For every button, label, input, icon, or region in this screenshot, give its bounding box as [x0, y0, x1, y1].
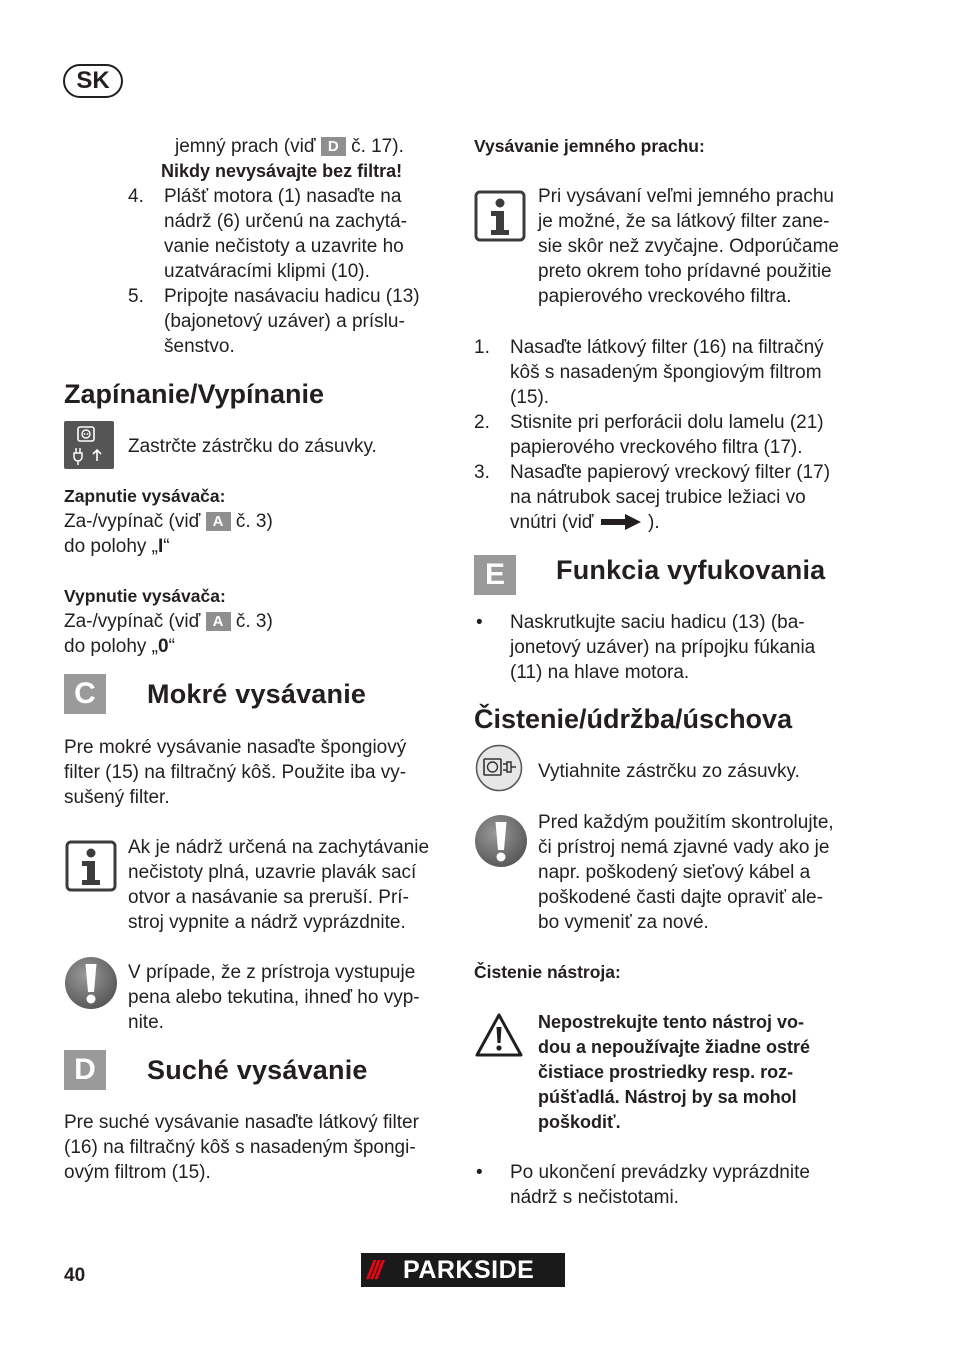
switch-off-heading: Vypnutie vysávača: — [64, 586, 226, 606]
switch-off-line-1: Za-/vypínač (viď A č. 3) — [64, 611, 273, 632]
dry-paragraph: Pre suché vysávanie nasaďte látkový filter (16) na filtračný kôš s nasadeným špongi- ovým filtrom (15). — [64, 1112, 419, 1183]
step-2: 2. Stisnite pri perforácii dolu lamelu (21) papierového vreckového filtra (17). — [474, 412, 824, 458]
unplug-icon — [475, 744, 523, 797]
caution-text: Nepostrekujte tento nástroj vo- dou a nepoužívajte žiadne ostré čistiace prostriedky resp. roz- púšťadlá. Nástroj by sa mohol poškodiť. — [538, 1012, 811, 1132]
warning-triangle-icon — [474, 1012, 524, 1063]
section-title-dry: Suché vysávanie — [147, 1055, 368, 1085]
language-code: SK — [76, 67, 110, 94]
fine-dust-heading: Vysávanie jemného prachu: — [474, 136, 705, 156]
ref-badge-a: A — [206, 512, 231, 531]
section-title-cleaning: Čistenie/údržba/úschova — [474, 704, 793, 734]
plug-socket-icon — [64, 421, 114, 469]
section-badge-e: E — [474, 555, 516, 595]
tool-cleaning-heading: Čistenie nástroja: — [474, 962, 621, 982]
ref-badge-d: D — [321, 137, 346, 156]
switch-on-heading: Zapnutie vysávača: — [64, 486, 226, 506]
assembly-steps — [128, 184, 448, 359]
exclamation-icon — [474, 814, 528, 873]
step-3: 3. Nasaďte papierový vreckový filter (17) na nátrubok sacej trubice ležiaci vo vnútri (viď ). — [474, 462, 831, 533]
section-badge-c: C — [64, 674, 106, 714]
logo-text: PARKSIDE — [403, 1256, 535, 1284]
section-title-blow: Funkcia vyfukovania — [556, 555, 826, 585]
fine-dust-info-text: Pri vysávaní veľmi jemného prachu je možné, že sa látkový filter zane- sie skôr než zvyčajne. Odporúčame preto okrem toho prídavné použitie papierového vreckového filtra. — [538, 186, 839, 307]
section-badge-d: D — [64, 1050, 106, 1090]
section-title-onoff: Zapínanie/Vypínanie — [64, 379, 325, 409]
unplug-instruction: Vytiahnite zástrčku zo zásuvky. — [538, 761, 800, 782]
wet-info-text: Ak je nádrž určená na zachytávanie nečistoty plná, uzavrie plavák sací otvor a nasávanie sa preruší. Prí- stroj vypnite a nádrž vyprázdnite. — [128, 837, 430, 933]
arrow-right-icon — [601, 514, 641, 530]
empty-tank-bullet: • Po ukončení prevádzky vyprázdnite nádrž s nečistotami. — [476, 1162, 810, 1208]
step-1: 1. Nasaďte látkový filter (16) na filtračný kôš s nasadeným špongiovým filtrom (15). — [474, 337, 824, 408]
switch-on-line-1: Za-/vypínač (viď A č. 3) — [64, 511, 273, 532]
step-4: 4. Plášť motora (1) nasaďte na nádrž (6) určenú na zachytá- vanie nečistoty a uzavrite ho uzatváracími klipmi (10). — [128, 186, 407, 282]
intro-line-1: jemný prach (viď D č. 17). — [175, 136, 404, 157]
blow-bullet-item: • Naskrutkujte saciu hadicu (13) (ba- jonetový uzáver) na prípojku fúkania (11) na hlave motora. — [476, 612, 816, 683]
plug-instruction: Zastrčte zástrčku do zásuvky. — [128, 436, 377, 457]
inspection-text: Pred každým použitím skontrolujte, či prístroj nemá zjavné vady ako je napr. poškodený sieťový kábel a poškodené časti dajte opraviť ale- bo vymeniť za nové. — [538, 812, 834, 933]
page-number: 40 — [64, 1265, 86, 1286]
switch-off-line-2: do polohy „0“ — [64, 636, 175, 657]
fine-dust-steps — [474, 335, 874, 535]
info-icon — [65, 840, 117, 897]
section-title-wet: Mokré vysávanie — [147, 679, 367, 709]
ref-badge-a: A — [206, 612, 231, 631]
info-icon — [474, 190, 526, 247]
wet-paragraph: Pre mokré vysávanie nasaďte špongiový filter (15) na filtračný kôš. Použite iba vy- sušený filter. — [64, 737, 407, 808]
parkside-logo — [361, 1253, 565, 1287]
logo-slashes: /// — [367, 1255, 380, 1285]
language-badge — [63, 64, 123, 98]
step-5: 5. Pripojte nasávaciu hadicu (13) (bajonetový uzáver) a príslu- šenstvo. — [128, 286, 420, 357]
switch-on-line-2: do polohy „I“ — [64, 536, 170, 557]
warning-no-filter: Nikdy nevysávajte bez filtra! — [161, 161, 403, 181]
wet-warning-text: V prípade, že z prístroja vystupuje pena alebo tekutina, ihneď ho vyp- nite. — [128, 962, 420, 1033]
exclamation-icon — [64, 956, 118, 1015]
